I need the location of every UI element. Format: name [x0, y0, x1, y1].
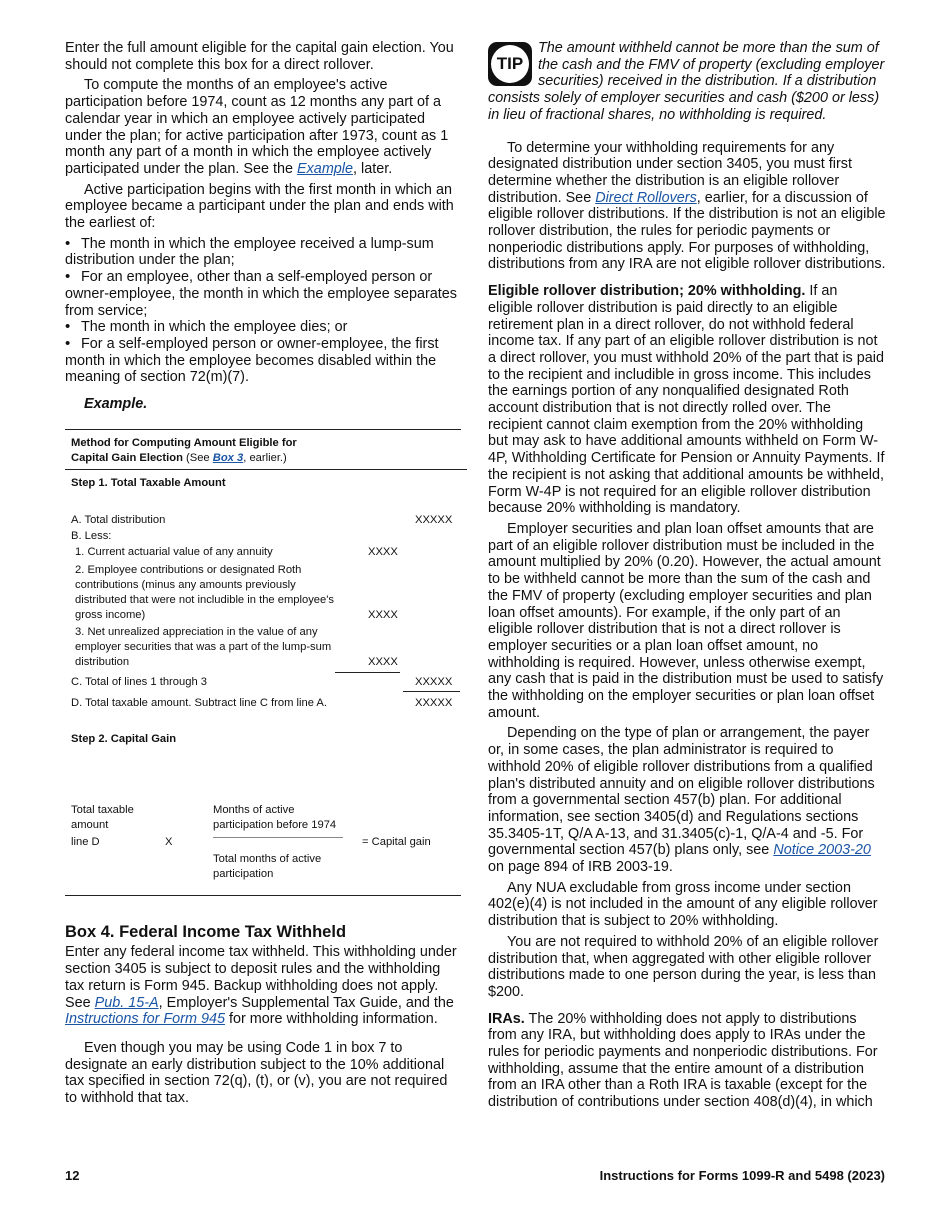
underline [335, 672, 400, 673]
tip-icon: TIP [488, 42, 532, 86]
value: XXXXX [415, 513, 453, 526]
direct-rollovers-link[interactable]: Direct Rollovers [595, 189, 697, 206]
worksheet [65, 429, 461, 896]
paragraph: Active participation begins with the first month in which an employee became a participant under the plan and ends with the earliest of: [65, 181, 454, 232]
left-column [65, 40, 461, 1111]
tip-note [488, 40, 886, 124]
worksheet-row: 1. Current actuarial value of any annuity XXXX [75, 545, 398, 558]
value: XXXX [368, 655, 398, 668]
right-column [488, 40, 886, 1115]
footer-title: Instructions for Forms 1099-R and 5498 (2023) [599, 1168, 885, 1183]
paragraph: Employer securities and plan loan offset amounts that are part of an eligible rollover distribution must be included in the amount multiplied by 20% (0.20). However, the actual amount to be withheld cannot be more than the sum of the cash and the FMV of property (excluding employer securities and plan loan offset amounts). For example, if the only part of an eligible rollover distribution that is not a direct rollover is employer securities or a plan loan offset amount, no withholding is required. However, unless otherwise exempt, any cash that is paid in the distribution must be used to satisfy the withholding on the employer securities or plan loan offset amount. [488, 520, 884, 721]
multiply-sign: X [165, 835, 173, 848]
paragraph: Enter the full amount eligible for the capital gain election. You should not complete this box for a direct rollover. [65, 40, 454, 73]
section-heading: IRAs. [488, 1010, 525, 1027]
worksheet-row: D. Total taxable amount. Subtract line C from line A. XXXXX [71, 696, 453, 709]
list-item: • For a self-employed person or owner-employee, the first month in which the employee becomes disabled within the meaning of section 72(m)(7). [65, 336, 461, 386]
list-item: • The month in which the employee dies; or [65, 319, 461, 336]
formula-result: = Capital gain [362, 835, 431, 848]
box4-heading: Box 4. Federal Income Tax Withheld [65, 922, 347, 941]
step-2-title: Step 2. Capital Gain [71, 732, 177, 745]
capital-gain-formula [65, 793, 461, 893]
worksheet-row: 2. Employee contributions or designated Roth contributions (minus any amounts previously distributed that were not includible in the employee's gross income) XXXX [75, 563, 398, 621]
paragraph: To determine your withholding requirements for any designated distribution under section 3405, you must first determine whether the distribution is an eligible rollover distribution. See Direct Rollovers, earlier, for a discussion of eligible rollover distributions. If the distribution is not an eligible rollover distribution, the rules for periodic payments or nonperiodic distributions apply. For purposes of withholding, distributions from any IRA are not eligible rollover distributions. [488, 139, 886, 273]
example-label: Example. [84, 396, 148, 413]
bullet-list [65, 236, 461, 386]
worksheet-row: 3. Net unrealized appreciation in the value of any employer securities that was a part of the lump-sum distribution XXXX [65, 625, 461, 670]
worksheet-row: C. Total of lines 1 through 3 XXXXX [65, 675, 461, 691]
list-item: • The month in which the employee received a lump-sum distribution under the plan; [65, 236, 461, 269]
paragraph: You are not required to withhold 20% of an eligible rollover distribution that, when aggregated with other eligible rollover distributions made to one person during the year, is less than $200. [488, 933, 879, 1000]
formula-numerator: Months of active participation before 1974 [213, 803, 337, 831]
value: XXXX [368, 608, 398, 621]
paragraph: Even though you may be using Code 1 in box 7 to designate an early distribution subject to the 10% additional tax specified in section 72(q), (t), or (v), you are not required to withhold that tax. [65, 1039, 448, 1107]
worksheet-row: A. Total distribution XXXXX [71, 513, 453, 526]
form-945-instructions-link[interactable]: Instructions for Form 945 [65, 1011, 225, 1028]
example-link[interactable]: Example [297, 160, 354, 177]
paragraph: IRAs. The 20% withholding does not apply to distributions from any IRA, but withholding does apply to IRAs under the rules for periodic payments and nonperiodic distributions. For withholding, assume that the entire amount of a distribution from an IRA other than a Roth IRA is taxable (except for the distribution of contributions under section 408(d)(4), in which [488, 1010, 878, 1111]
worksheet-header: Method for Computing Amount Eligible for Capital Gain Election (See Box 3, earlier.) [65, 430, 335, 470]
list-item: • For an employee, other than a self-employed person or owner-employee, the month in which the employee separates from service; [65, 269, 461, 319]
fraction-line [213, 837, 343, 838]
paragraph: To compute the months of an employee's active participation before 1974, count as 12 months any part of a calendar year in which an employee actively participated under the plan; for active participation after 1973, count as 1 month any part of a month in which the employee actively participated under the plan. See the Example, later. [65, 77, 449, 177]
tip-text: The amount withheld cannot be more than the sum of the cash and the FMV of property (excluding employer securities) received in the distribution. If a distribution consists solely of employer securities and cash ($200 or less) in lieu of fractional shares, no withholding is required. [488, 40, 885, 123]
formula-denominator: Total months of active participation [213, 852, 322, 880]
step-1-title: Step 1. Total Taxable Amount [71, 476, 226, 489]
value: XXXX [368, 545, 398, 558]
page-number: 12 [65, 1168, 80, 1183]
paragraph: Enter any federal income tax withheld. This withholding under section 3405 is subject to deposit rules and the withholding tax return is Form 945. Backup withholding does not apply. See Pub. 15-A, Employer's Supplemental Tax Guide, and the Instructions for Form 945 for more withholding information. [65, 944, 457, 1028]
notice-2003-20-link[interactable]: Notice 2003-20 [773, 842, 871, 859]
formula-total-label: line D [71, 835, 100, 848]
box3-link[interactable]: Box 3 [212, 451, 244, 464]
worksheet-row: B. Less: [71, 529, 112, 542]
paragraph: Depending on the type of plan or arrangement, the payer or, in some cases, the plan administrator is required to withhold 20% of eligible rollover distributions from a qualified plan's distributed annuity and on eligible rollover distributions from a governmental section 457(b) plan. For additional information, see section 3405(d) and Regulations sections 35.3405-1T, Q/A A-13, and 31.3405(c)-1, Q/A-4 and -5. For governmental section 457(b) plans only, see Notice 2003-20 on page 894 of IRB 2003-19. [488, 725, 875, 876]
value: XXXXX [415, 696, 453, 709]
section-heading: Eligible rollover distribution; 20% withholding. [488, 283, 806, 300]
underline [403, 691, 460, 692]
value: XXXXX [415, 675, 453, 688]
paragraph: Eligible rollover distribution; 20% withholding. If an eligible rollover distribution is paid directly to an eligible retirement plan in a direct rollover, do not withhold federal income tax. If any part of an eligible rollover distribution is not a direct rollover, you must withhold 20% of the part that is paid to the recipient and includible in gross income. This includes the earnings portion of any nonqualified designated Roth account distribution that is not directly rolled over. The recipient cannot claim exemption from the 20% withholding but may ask to have additional amounts withheld on Form W-4P, Withholding Certificate for Pension or Annuity Payments. If the recipient is not asking that additional amounts be withheld, Form W-4P is not required for an eligible rollover distribution because 20% withholding is mandatory. [488, 283, 885, 517]
pub-15a-link[interactable]: Pub. 15-A [94, 994, 159, 1011]
formula-total-label: amount [71, 818, 109, 831]
formula-total-label: Total taxable [71, 803, 134, 816]
paragraph: Any NUA excludable from gross income under section 402(e)(4) is not included in the amount of any eligible rollover distribution that is subject to 20% withholding. [488, 879, 878, 930]
